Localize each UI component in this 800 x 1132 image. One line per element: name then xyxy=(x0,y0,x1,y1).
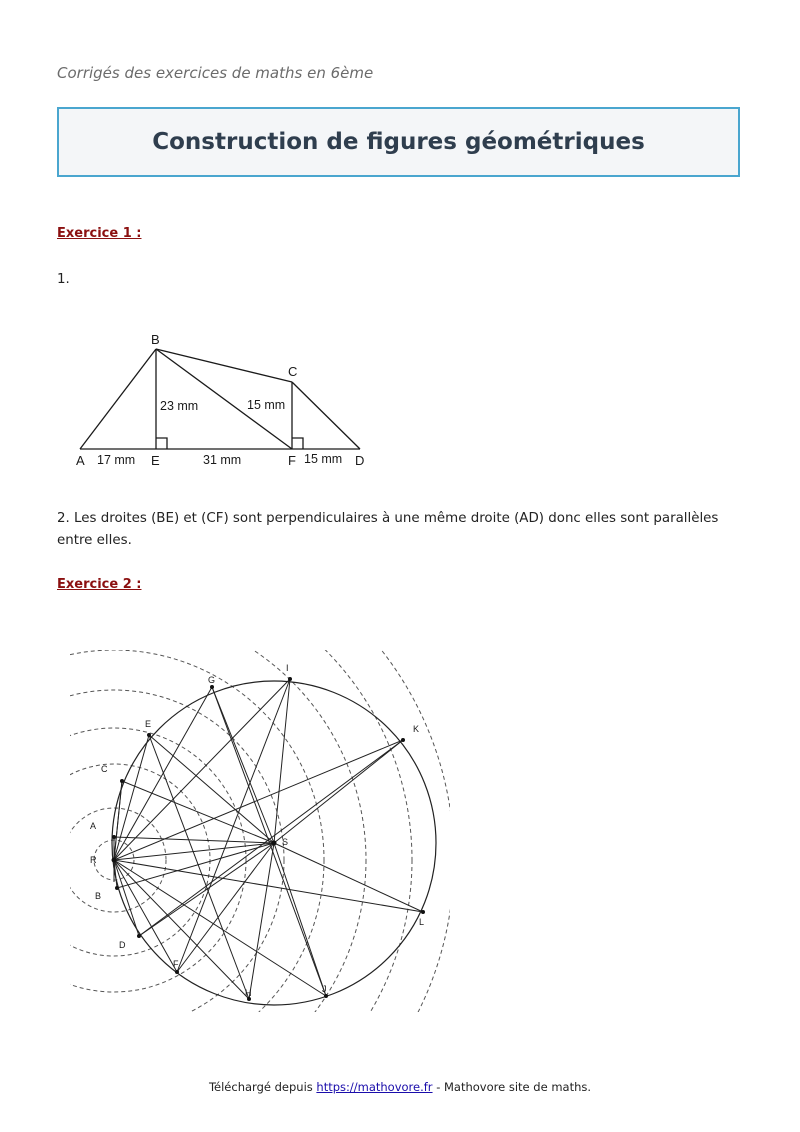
measure-EF: 31 mm xyxy=(203,453,242,467)
page-title: Construction de figures géométriques xyxy=(152,129,645,155)
segment-BC xyxy=(156,349,292,382)
label-point-R: R xyxy=(90,855,97,865)
label-point-E: E xyxy=(145,719,152,729)
label-point-I: I xyxy=(286,663,289,673)
label-point-L: L xyxy=(419,917,425,927)
exercise-2-heading: Exercice 2 : xyxy=(57,577,142,592)
footer-prefix: Téléchargé depuis xyxy=(208,1080,313,1094)
exercise-2-figure xyxy=(70,650,450,1020)
measure-CF: 15 mm xyxy=(247,398,286,412)
footer-link[interactable]: https://mathovore.fr xyxy=(316,1080,433,1094)
label-point-B: B xyxy=(95,891,102,901)
right-angle-E xyxy=(156,438,167,449)
title-box xyxy=(57,107,740,177)
label-point-K: K xyxy=(413,724,420,734)
label-point-D: D xyxy=(355,453,365,468)
footer-suffix: - Mathovore site de maths. xyxy=(436,1080,592,1094)
label-point-J: J xyxy=(322,984,327,994)
segment-CD xyxy=(292,382,360,449)
segment-AB xyxy=(80,349,156,449)
label-point-B: B xyxy=(151,332,160,347)
label-point-C: C xyxy=(101,764,108,774)
label-point-A: A xyxy=(90,821,97,831)
label-point-S: S xyxy=(282,837,289,847)
exercise-1-figure xyxy=(70,325,390,485)
label-point-C: C xyxy=(288,364,298,379)
label-point-H: H xyxy=(245,988,252,998)
label-point-F: F xyxy=(173,959,179,969)
label-point-D: D xyxy=(119,940,126,950)
label-point-G: G xyxy=(208,675,216,685)
exercise-1-heading: Exercice 1 : xyxy=(57,226,142,241)
right-angle-F xyxy=(292,438,303,449)
label-point-F: F xyxy=(288,453,296,468)
label-point-E: E xyxy=(151,453,160,468)
question-2-answer: 2. Les droites (BE) et (CF) sont perpendiculaires à une même droite (AD) donc elles sont parallèles entre elles. xyxy=(57,511,719,548)
measure-BE: 23 mm xyxy=(160,399,199,413)
label-point-A: A xyxy=(76,453,85,468)
measure-FD: 15 mm xyxy=(304,452,343,466)
question-1-number: 1. xyxy=(57,272,70,287)
document-subtitle: Corrigés des exercices de maths en 6ème xyxy=(57,64,374,82)
measure-AE: 17 mm xyxy=(97,453,136,467)
footer xyxy=(0,1080,800,1094)
